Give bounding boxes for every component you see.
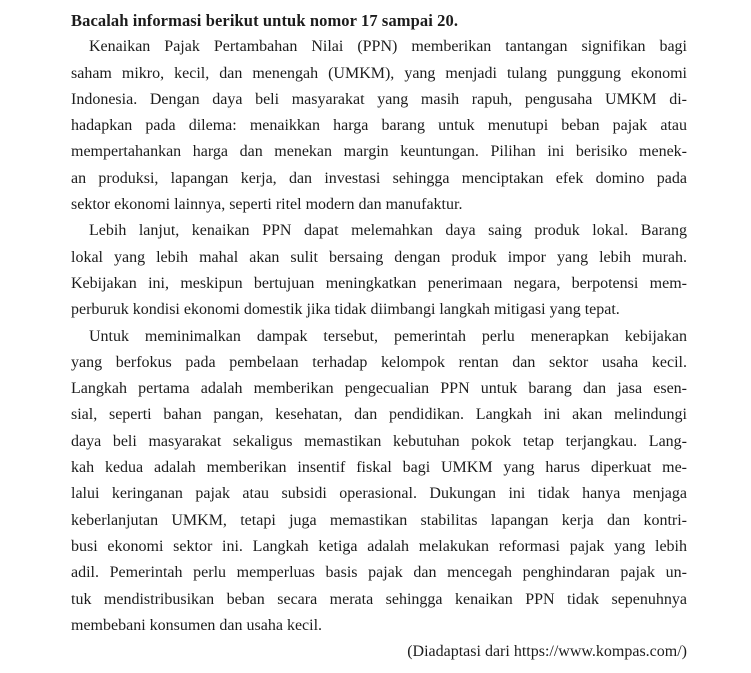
text-line: an produksi, lapangan kerja, dan investasi sehingga menciptakan efek domino pada [71,169,687,187]
text-line: Untuk meminimalkan dampak tersebut, pemerintah perlu menerapkan kebijakan [89,327,687,345]
text-line: lalui keringanan pajak atau subsidi operasional. Dukungan ini tidak hanya menjaga [71,485,687,503]
text-line: kah kedua adalah memberikan insentif fiskal bagi UMKM yang harus diperkuat me- [71,459,687,477]
text-line: lokal yang lebih mahal akan sulit bersaing dengan produk impor yang lebih murah. [71,248,687,266]
text-line: saham mikro, kecil, dan menengah (UMKM), yang menjadi tulang punggung ekonomi [71,64,687,82]
text-line: Lebih lanjut, kenaikan PPN dapat melemahkan daya saing produk lokal. Barang [89,222,687,240]
text-line: adil. Pemerintah perlu memperluas basis pajak dan mencegah penghindaran pajak un- [71,564,687,582]
paragraph-3 [71,324,687,640]
source-citation: (Diadaptasi dari https://www.kompas.com/) [407,643,687,661]
text-line: Kebijakan ini, meskipun bertujuan meningkatkan penerimaan negara, berpotensi mem- [71,274,687,292]
paragraph-2 [71,218,687,323]
text-line: daya beli masyarakat sekaligus memastikan kebutuhan pokok tetap terjangkau. Lang- [71,432,687,450]
passage-instruction-heading: Bacalah informasi berikut untuk nomor 17 sampai 20. [71,11,459,30]
text-line: keberlanjutan UMKM, tetapi juga memastikan stabilitas lapangan kerja dan kontri- [71,511,687,529]
text-line: membebani konsumen dan usaha kecil. [71,616,323,634]
text-line: sial, seperti bahan pangan, kesehatan, dan pendidikan. Langkah ini akan melindungi [71,406,687,424]
text-line: Kenaikan Pajak Pertambahan Nilai (PPN) memberikan tantangan signifikan bagi [89,38,687,56]
text-line: sektor ekonomi lainnya, seperti ritel modern dan manufaktur. [71,196,463,214]
text-line: hadapkan pada dilema: menaikkan harga barang untuk menutupi beban pajak atau [71,117,687,135]
paragraph-1 [71,34,687,218]
text-line: yang berfokus pada pembelaan terhadap kelompok rentan dan sektor usaha kecil. [71,353,687,371]
text-line: Langkah pertama adalah memberikan pengecualian PPN untuk barang dan jasa esen- [71,380,687,398]
text-line: mempertahankan harga dan menekan margin keuntungan. Pilihan ini berisiko menek- [71,143,687,161]
text-line: tuk mendistribusikan beban secara merata sehingga kenaikan PPN tidak sepenuhnya [71,590,687,608]
text-line: busi ekonomi sektor ini. Langkah ketiga adalah melakukan reformasi pajak yang lebih [71,537,687,555]
text-line: perburuk kondisi ekonomi domestik jika tidak diimbangi langkah mitigasi yang tepat. [71,301,620,319]
text-line: Indonesia. Dengan daya beli masyarakat yang masih rapuh, pengusaha UMKM di- [71,90,687,108]
